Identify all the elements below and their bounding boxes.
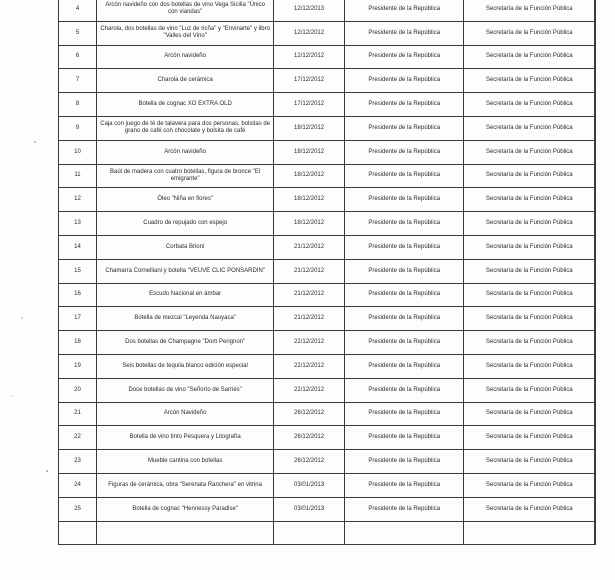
description-cell: Arcón navideño con dos botellas de vino Vega Sicilia "Único con viandas" bbox=[97, 0, 274, 21]
origin-cell: Presidente de la República bbox=[344, 69, 464, 93]
origin-cell: Presidente de la República bbox=[344, 473, 464, 497]
description-cell: Escudo Nacional en ámbar bbox=[97, 283, 274, 307]
description-cell: Botella de cognac XO EXTRA OLD bbox=[97, 93, 274, 117]
table-row bbox=[59, 354, 596, 378]
destination-cell: Secretaría de la Función Pública bbox=[464, 450, 595, 474]
destination-cell: Secretaría de la Función Pública bbox=[464, 402, 595, 426]
description-cell: Caja con juego de té de talavera para dos personas, bolsitas de grano de café con chocolate y bolsita de café bbox=[97, 116, 274, 140]
row-number-cell: 6 bbox=[59, 45, 97, 69]
destination-cell: Secretaría de la Función Pública bbox=[464, 69, 595, 93]
origin-cell: Presidente de la República bbox=[344, 188, 464, 212]
origin-cell: Presidente de la República bbox=[344, 426, 464, 450]
row-number-cell: 22 bbox=[59, 426, 97, 450]
table-row bbox=[59, 473, 596, 497]
origin-cell: Presidente de la República bbox=[344, 212, 464, 236]
date-cell: 12/12/2013 bbox=[274, 0, 345, 21]
origin-cell: Presidente de la República bbox=[344, 0, 464, 21]
table-row bbox=[59, 283, 596, 307]
scan-speck bbox=[34, 141, 36, 143]
destination-cell: Secretaría de la Función Pública bbox=[464, 259, 595, 283]
row-number-cell: 25 bbox=[59, 497, 97, 521]
table-row bbox=[59, 378, 596, 402]
date-cell: 22/12/2012 bbox=[274, 354, 345, 378]
origin-cell: Presidente de la República bbox=[344, 93, 464, 117]
date-cell: 21/12/2012 bbox=[274, 283, 345, 307]
description-cell: Cuadro de repujado con espejo bbox=[97, 212, 274, 236]
destination-cell: Secretaría de la Función Pública bbox=[464, 283, 595, 307]
destination-cell: Secretaría de la Función Pública bbox=[464, 140, 595, 164]
destination-cell bbox=[464, 521, 595, 545]
description-cell: Charola de cerámica bbox=[97, 69, 274, 93]
date-cell: 17/12/2012 bbox=[274, 93, 345, 117]
description-cell: Baúl de madera con cuatro botellas, figura de bronce "El emigrante" bbox=[97, 164, 274, 188]
table-row bbox=[59, 188, 596, 212]
table-row bbox=[59, 521, 596, 545]
table-row bbox=[59, 69, 596, 93]
table-row bbox=[59, 331, 596, 355]
destination-cell: Secretaría de la Función Pública bbox=[464, 473, 595, 497]
row-number-cell: 23 bbox=[59, 450, 97, 474]
description-cell: Figuras de cerámica, obra "Serenata Ranchera" en vitrina bbox=[97, 473, 274, 497]
description-cell: Óleo "Niña en flores" bbox=[97, 188, 274, 212]
destination-cell: Secretaría de la Función Pública bbox=[464, 426, 595, 450]
row-number-cell: 21 bbox=[59, 402, 97, 426]
description-cell: Charola, dos botellas de vino "Luz de ricña" y "Envinarte" y libro "Valles del Vino" bbox=[97, 21, 274, 45]
description-cell: Dos botellas de Champagne "Dom Perignon" bbox=[97, 331, 274, 355]
destination-cell: Secretaría de la Función Pública bbox=[464, 0, 595, 21]
table-row bbox=[59, 402, 596, 426]
origin-cell: Presidente de la República bbox=[344, 116, 464, 140]
table-row bbox=[59, 450, 596, 474]
table-row bbox=[59, 21, 596, 45]
destination-cell: Secretaría de la Función Pública bbox=[464, 354, 595, 378]
description-cell: Arcón navideño bbox=[97, 140, 274, 164]
table-row bbox=[59, 426, 596, 450]
scan-speck bbox=[46, 470, 48, 472]
row-number-cell: 10 bbox=[59, 140, 97, 164]
origin-cell: Presidente de la República bbox=[344, 450, 464, 474]
date-cell: 17/12/2012 bbox=[274, 69, 345, 93]
row-number-cell: 13 bbox=[59, 212, 97, 236]
row-number-cell bbox=[59, 521, 97, 545]
destination-cell: Secretaría de la Función Pública bbox=[464, 307, 595, 331]
origin-cell: Presidente de la República bbox=[344, 354, 464, 378]
description-cell: Mueble cantina con botellas bbox=[97, 450, 274, 474]
row-number-cell: 4 bbox=[59, 0, 97, 21]
row-number-cell: 5 bbox=[59, 21, 97, 45]
table-row bbox=[59, 235, 596, 259]
date-cell: 12/12/2012 bbox=[274, 45, 345, 69]
date-cell: 18/12/2012 bbox=[274, 164, 345, 188]
origin-cell: Presidente de la República bbox=[344, 497, 464, 521]
origin-cell: Presidente de la República bbox=[344, 307, 464, 331]
destination-cell: Secretaría de la Función Pública bbox=[464, 378, 595, 402]
row-number-cell: 19 bbox=[59, 354, 97, 378]
date-cell: 26/12/2012 bbox=[274, 402, 345, 426]
date-cell: 18/12/2012 bbox=[274, 188, 345, 212]
date-cell: 03/01/2013 bbox=[274, 497, 345, 521]
row-number-cell: 24 bbox=[59, 473, 97, 497]
origin-cell: Presidente de la República bbox=[344, 283, 464, 307]
origin-cell: Presidente de la República bbox=[344, 164, 464, 188]
date-cell: 18/12/2012 bbox=[274, 212, 345, 236]
date-cell: 26/12/2012 bbox=[274, 450, 345, 474]
description-cell: Doce botellas de vino "Señorío de Sarriés" bbox=[97, 378, 274, 402]
date-cell: 03/01/2013 bbox=[274, 473, 345, 497]
description-cell: Arcón Navideño bbox=[97, 402, 274, 426]
table-row bbox=[59, 212, 596, 236]
date-cell bbox=[274, 521, 345, 545]
table-row bbox=[59, 497, 596, 521]
origin-cell: Presidente de la República bbox=[344, 378, 464, 402]
origin-cell: Presidente de la República bbox=[344, 140, 464, 164]
destination-cell: Secretaría de la Función Pública bbox=[464, 93, 595, 117]
table-row bbox=[59, 307, 596, 331]
date-cell: 26/12/2012 bbox=[274, 426, 345, 450]
row-number-cell: 7 bbox=[59, 69, 97, 93]
row-number-cell: 8 bbox=[59, 93, 97, 117]
row-number-cell: 9 bbox=[59, 116, 97, 140]
origin-cell: Presidente de la República bbox=[344, 235, 464, 259]
destination-cell: Secretaría de la Función Pública bbox=[464, 235, 595, 259]
row-number-cell: 16 bbox=[59, 283, 97, 307]
description-cell: Seis botellas de tequila blanco edición especial bbox=[97, 354, 274, 378]
origin-cell: Presidente de la República bbox=[344, 402, 464, 426]
row-number-cell: 18 bbox=[59, 331, 97, 355]
gifts-table bbox=[58, 0, 596, 545]
description-cell: Corbata Brioni bbox=[97, 235, 274, 259]
gifts-table-body bbox=[59, 0, 596, 545]
table-row bbox=[59, 93, 596, 117]
date-cell: 21/12/2012 bbox=[274, 259, 345, 283]
table-row bbox=[59, 116, 596, 140]
description-cell bbox=[97, 521, 274, 545]
destination-cell: Secretaría de la Función Pública bbox=[464, 188, 595, 212]
origin-cell bbox=[344, 521, 464, 545]
description-cell: Arcón navideño bbox=[97, 45, 274, 69]
destination-cell: Secretaría de la Función Pública bbox=[464, 497, 595, 521]
table-row bbox=[59, 0, 596, 21]
destination-cell: Secretaría de la Función Pública bbox=[464, 45, 595, 69]
date-cell: 18/12/2012 bbox=[274, 140, 345, 164]
origin-cell: Presidente de la República bbox=[344, 45, 464, 69]
date-cell: 22/12/2012 bbox=[274, 378, 345, 402]
destination-cell: Secretaría de la Función Pública bbox=[464, 116, 595, 140]
destination-cell: Secretaría de la Función Pública bbox=[464, 21, 595, 45]
description-cell: Botella de mezcal "Leyenda Nauyaca" bbox=[97, 307, 274, 331]
row-number-cell: 11 bbox=[59, 164, 97, 188]
destination-cell: Secretaría de la Función Pública bbox=[464, 212, 595, 236]
date-cell: 18/12/2012 bbox=[274, 116, 345, 140]
table-row bbox=[59, 45, 596, 69]
date-cell: 21/12/2012 bbox=[274, 235, 345, 259]
description-cell: Chamarra Cornelliani y botella "VEUVE CLIC PONSARDIN" bbox=[97, 259, 274, 283]
scan-speck bbox=[11, 395, 12, 396]
destination-cell: Secretaría de la Función Pública bbox=[464, 331, 595, 355]
table-row bbox=[59, 164, 596, 188]
row-number-cell: 20 bbox=[59, 378, 97, 402]
row-number-cell: 14 bbox=[59, 235, 97, 259]
description-cell: Botella de vino tinto Pesquera y Litografía bbox=[97, 426, 274, 450]
row-number-cell: 17 bbox=[59, 307, 97, 331]
origin-cell: Presidente de la República bbox=[344, 259, 464, 283]
row-number-cell: 15 bbox=[59, 259, 97, 283]
table-row bbox=[59, 140, 596, 164]
table-row bbox=[59, 259, 596, 283]
date-cell: 22/12/2012 bbox=[274, 331, 345, 355]
destination-cell: Secretaría de la Función Pública bbox=[464, 164, 595, 188]
row-number-cell: 12 bbox=[59, 188, 97, 212]
origin-cell: Presidente de la República bbox=[344, 331, 464, 355]
origin-cell: Presidente de la República bbox=[344, 21, 464, 45]
description-cell: Botella de cognac "Hennessy Paradise" bbox=[97, 497, 274, 521]
date-cell: 21/12/2012 bbox=[274, 307, 345, 331]
date-cell: 12/12/2012 bbox=[274, 21, 345, 45]
scan-speck bbox=[21, 317, 22, 318]
